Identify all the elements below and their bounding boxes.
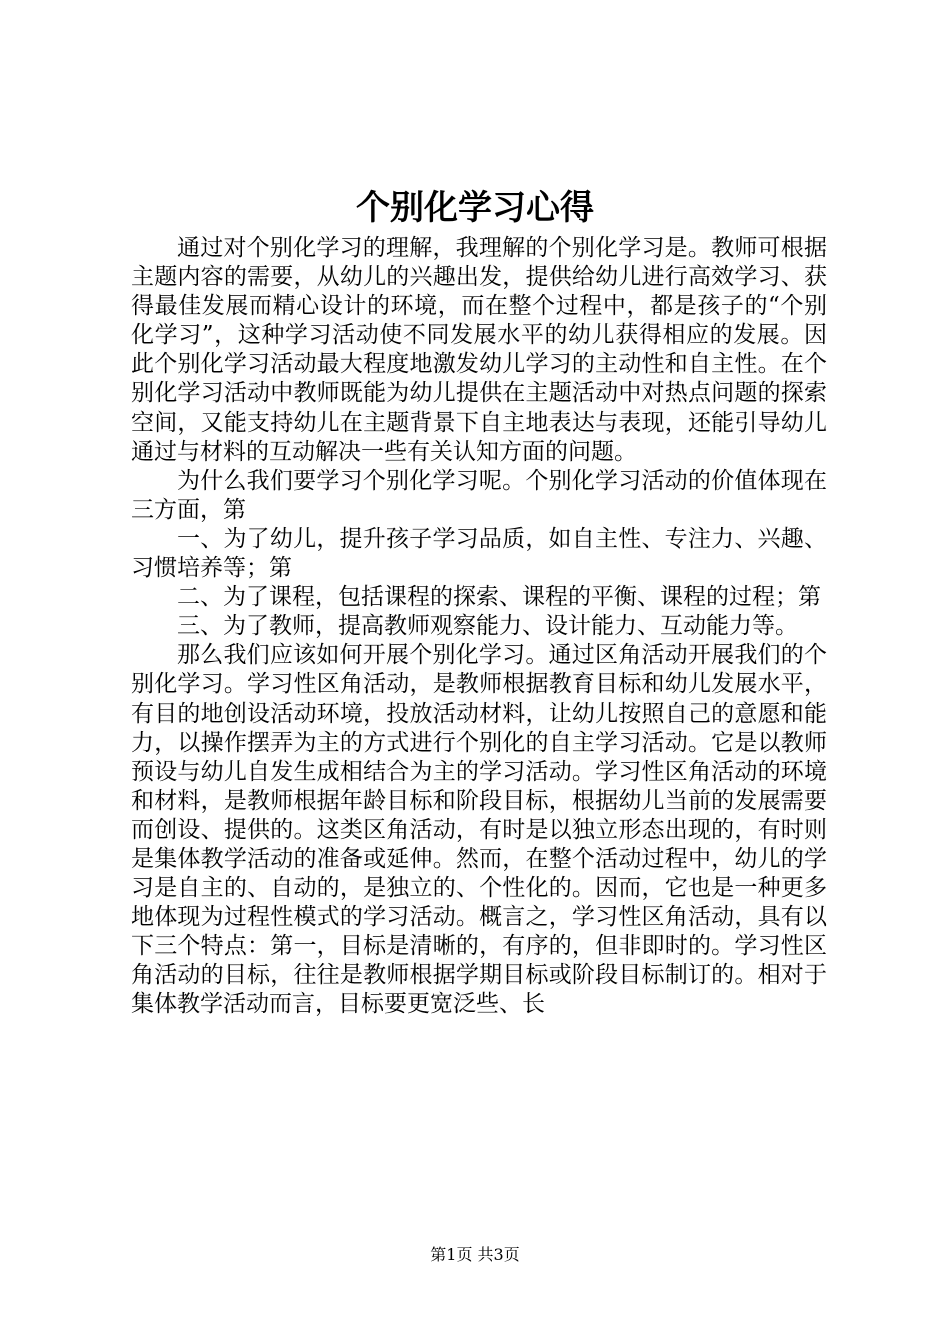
paragraph: 二、为了课程，包括课程的探索、课程的平衡、课程的过程；第	[177, 584, 821, 611]
paragraph: 通过对个别化学习的理解，我理解的个别化学习是。教师可根据主题内容的需要，从幼儿的兴趣出发，提供给幼儿进行高效学习、获得最佳发展而精心设计的环境，而在整个过程中，都是孩子的“个别化学习”，这种学习活动使不同发展水平的幼儿获得相应的发展。因此个别化学习活动最大程度地激发幼儿学习的主动性和自主性。在个别化学习活动中教师既能为幼儿提供在主题活动中对热点问题的探索空间，又能支持幼儿在主题背景下自主地表达与表现，还能引导幼儿通过与材料的互动解决一些有关认知方面的问题。	[131, 235, 827, 465]
paragraph: 那么我们应该如何开展个别化学习。通过区角活动开展我们的个别化学习。学习性区角活动，是教师根据教育目标和幼儿发展水平，有目的地创设活动环境，投放活动材料，让幼儿按照自己的意愿和能力，以操作摆弄为主的方式进行个别化的自主学习活动。它是以教师预设与幼儿自发生成相结合为主的学习活动。学习性区角活动的环境和材料，是教师根据年龄目标和阶段目标，根据幼儿当前的发展需要而创设、提供的。这类区角活动，有时是以独立形态出现的，有时则是集体教学活动的准备或延伸。然而，在整个活动过程中，幼儿的学习是自主的、自动的，是独立的、个性化的。因而，它也是一种更多地体现为过程性模式的学习活动。概言之，学习性区角活动，具有以下三个特点：第一，目标是清晰的，有序的，但非即时的。学习性区角活动的目标，往往是教师根据学期目标或阶段目标制订的。相对于集体教学活动而言，目标要更宽泛些、长	[131, 642, 827, 1018]
paragraph: 一、为了幼儿，提升孩子学习品质，如自主性、专注力、兴趣、习惯培养等；第	[131, 525, 827, 582]
document-body	[131, 234, 827, 1020]
paragraph: 三、为了教师，提高教师观察能力、设计能力、互动能力等。	[177, 613, 798, 640]
document-title: 个别化学习心得	[356, 188, 594, 228]
paragraph: 为什么我们要学习个别化学习呢。个别化学习活动的价值体现在三方面，第	[131, 467, 827, 523]
page-number-footer: 第1页 共3页	[430, 1245, 520, 1264]
